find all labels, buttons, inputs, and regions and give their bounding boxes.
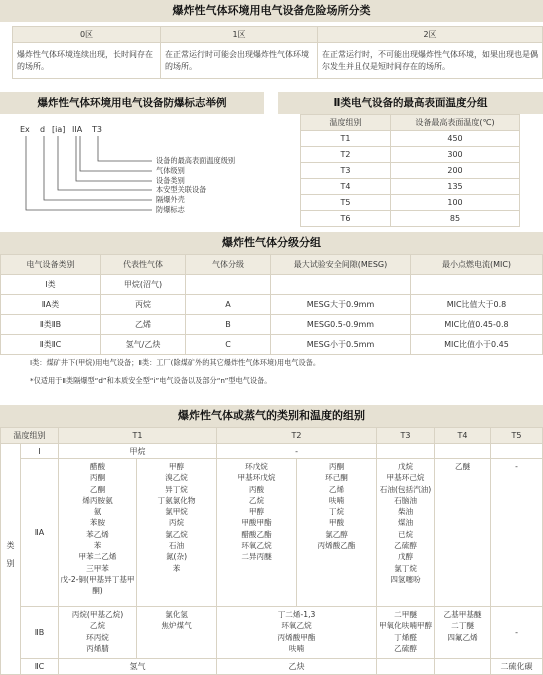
gas-header-mesg: 最大试验安全间隙(MESG) — [271, 255, 411, 275]
cls-cell: 氢气 — [59, 659, 217, 675]
cls-header-t5: T5 — [491, 428, 543, 444]
cls-cell — [435, 659, 491, 675]
gas-header-level: 气体分级 — [186, 255, 271, 275]
gas-cell: MESG小于0.5mm — [271, 335, 411, 355]
zone-table — [12, 26, 543, 79]
cls-cell — [491, 444, 543, 459]
temp-row — [301, 147, 520, 163]
temp-row — [301, 211, 520, 227]
mark-label-gas-level: 气体级别 — [156, 166, 185, 175]
temp-header-group: 温度组别 — [301, 115, 391, 131]
temp-value: 300 — [391, 147, 520, 163]
gas-cell: MESG大于0.9mm — [271, 295, 411, 315]
cls-row-i — [1, 444, 543, 459]
cls-title: 爆炸性气体或蒸气的类别和温度的组别 — [178, 409, 365, 422]
gas-title: 爆炸性气体分级分组 — [222, 236, 321, 249]
cls-cell: 氯化氢 焦炉煤气 — [137, 607, 217, 659]
cls-cat: ⅡB — [21, 607, 59, 659]
cls-cat: Ⅰ — [21, 444, 59, 459]
cls-header-t3: T3 — [377, 428, 435, 444]
cls-row-iic — [1, 659, 543, 675]
cls-cell: - — [491, 607, 543, 659]
mark-code-d: d — [40, 125, 46, 134]
temp-row — [301, 131, 520, 147]
temp-value: 450 — [391, 131, 520, 147]
cls-cell — [377, 659, 435, 675]
mark-label-associated: 本安型关联设备 — [156, 185, 207, 194]
cls-cell — [377, 444, 435, 459]
cls-header-temp: 温度组别 — [1, 428, 59, 444]
gas-cell: ⅡA类 — [1, 295, 101, 315]
cls-cell: 丙酮 环己酮 乙烯 呋喃 丁烷 甲酸 氯乙醇 丙烯酸乙酯 — [297, 459, 377, 607]
gas-header-row — [1, 255, 543, 275]
cls-cell: 醋酸 丙酮 乙酮 烯丙胺氨 氨 苯胺 苯乙烯 苯 甲苯二乙烯 三甲苯 戊-2-铜(甲基异丁基甲酮) — [59, 459, 137, 607]
zone-0-text: 爆炸性气体环境连续出现，长时间存在的场所。 — [13, 43, 161, 79]
gas-cell: MIC比值0.45-0.8 — [411, 315, 543, 335]
temp-row — [301, 163, 520, 179]
gas-table — [0, 254, 543, 355]
gas-cell: 甲烷(沼气) — [101, 275, 186, 295]
temp-value: 85 — [391, 211, 520, 227]
cls-cell: - — [491, 459, 543, 607]
cls-cell: 戊烷 甲基环己烷 石油(包括汽油) 石脑油 柴油 煤油 已烷 乙硫醇 戊醇 氯丁烷 四氢噻吩 — [377, 459, 435, 607]
zone-0-header: 0区 — [13, 27, 161, 43]
temp-group: T4 — [301, 179, 391, 195]
temp-group: T2 — [301, 147, 391, 163]
gas-cell: B — [186, 315, 271, 335]
cls-side-label: 类别 — [1, 444, 21, 675]
mark-label-ex: 防爆标志 — [156, 205, 185, 214]
mark-code-ex: Ex — [20, 125, 30, 134]
gas-cell: Ⅱ类ⅡB — [1, 315, 101, 335]
cls-cell: 二硫化碳 — [491, 659, 543, 675]
temp-group: T6 — [301, 211, 391, 227]
cls-cell: 丁二烯-1,3 环氧乙烷 丙烯酸甲酯 呋喃 — [217, 607, 377, 659]
cls-header-t1: T1 — [59, 428, 217, 444]
gas-cell: C — [186, 335, 271, 355]
cls-cell: 甲烷 — [59, 444, 217, 459]
cls-cell: 乙炔 — [217, 659, 377, 675]
mark-title: 爆炸性气体环境用电气设备防爆标志举例 — [37, 97, 227, 109]
gas-header-class: 电气设备类别 — [1, 255, 101, 275]
mark-code-iia: IIA — [72, 125, 83, 134]
cls-cell: - — [217, 444, 377, 459]
cls-table — [0, 427, 543, 675]
gas-cell: 丙烷 — [101, 295, 186, 315]
gas-cell: Ⅰ类 — [1, 275, 101, 295]
cls-title-bar — [0, 405, 543, 427]
cls-header-t4: T4 — [435, 428, 491, 444]
zone-2-header: 2区 — [318, 27, 543, 43]
cls-cell: 环戊烷 甲基环戊烷 丙酸 乙烷 甲醇 甲酸甲酯 醋酸乙酯 环氧乙烷 二异丙醚 — [217, 459, 297, 607]
temp-table — [300, 114, 520, 227]
temp-row — [301, 195, 520, 211]
temp-header-row — [301, 115, 520, 131]
cls-cell — [435, 444, 491, 459]
zone-title-bar — [0, 0, 543, 22]
mark-label-flameproof: 隔爆外壳 — [156, 195, 185, 204]
cls-cell: 丙烷(甲基乙烷) 乙烷 环丙烷 丙烯腈 — [59, 607, 137, 659]
temp-title-bar — [278, 92, 543, 114]
gas-title-bar — [0, 232, 543, 254]
gas-row — [1, 315, 543, 335]
temp-value: 100 — [391, 195, 520, 211]
temp-title: Ⅱ类电气设备的最高表面温度分组 — [333, 97, 488, 109]
mark-code-ia: [ia] — [52, 125, 66, 134]
temp-header-max: 设备最高表面温度(℃) — [391, 115, 520, 131]
gas-cell: MESG0.5-0.9mm — [271, 315, 411, 335]
gas-row — [1, 295, 543, 315]
temp-group: T3 — [301, 163, 391, 179]
zone-1-text: 在正常运行时可能会出现爆炸性气体环境的场所。 — [161, 43, 318, 79]
cls-cat: ⅡA — [21, 459, 59, 607]
cls-header-t2: T2 — [217, 428, 377, 444]
zone-1-header: 1区 — [161, 27, 318, 43]
gas-cell: MIC比值小于0.45 — [411, 335, 543, 355]
temp-group: T1 — [301, 131, 391, 147]
gas-cell — [411, 275, 543, 295]
cls-cell: 二甲醚 甲氧化呋喃甲醇 丁烯醛 乙硫醇 — [377, 607, 435, 659]
mark-title-bar — [0, 92, 264, 114]
mark-code-t3: T3 — [92, 125, 102, 134]
cls-cell: 乙基甲基醚 二丁醚 四氟乙烯 — [435, 607, 491, 659]
temp-value: 200 — [391, 163, 520, 179]
cls-row-iia — [1, 459, 543, 607]
cls-cell: 甲醇 溴乙烷 异丁烷 丁氨氯化物 氯甲烷 丙烷 氯乙烷 石油 氮(杂) 苯 — [137, 459, 217, 607]
mark-diagram — [16, 125, 266, 225]
cls-row-iib — [1, 607, 543, 659]
zone-title: 爆炸性气体环境用电气设备危险场所分类 — [172, 4, 371, 17]
cls-header-row — [1, 428, 543, 444]
gas-cell — [186, 275, 271, 295]
cls-cell: 乙醚 — [435, 459, 491, 607]
gas-cell — [271, 275, 411, 295]
mark-leader-lines — [16, 125, 156, 225]
gas-cell: Ⅱ类ⅡC — [1, 335, 101, 355]
gas-row — [1, 335, 543, 355]
temp-value: 135 — [391, 179, 520, 195]
gas-cell: 氢气/乙炔 — [101, 335, 186, 355]
zone-2-text: 在正常运行时，不可能出现爆炸性气体环境，如果出现也是偶尔发生并且仅是短时间存在的场所。 — [318, 43, 543, 79]
gas-note-applicable: *仅适用于Ⅱ类隔爆型“d”和本质安全型“i”电气设备以及部分“n”型电气设备。 — [30, 376, 272, 385]
gas-cell: MIC比值大于0.8 — [411, 295, 543, 315]
gas-header-gas: 代表性气体 — [101, 255, 186, 275]
cls-cat: ⅡC — [21, 659, 59, 675]
gas-cell: 乙烯 — [101, 315, 186, 335]
gas-row — [1, 275, 543, 295]
mark-label-temp: 设备的最高表面温度级别 — [156, 156, 236, 165]
mark-label-device-class: 设备类别 — [156, 176, 185, 185]
temp-group: T5 — [301, 195, 391, 211]
gas-cell: A — [186, 295, 271, 315]
temp-row — [301, 179, 520, 195]
gas-note-class: Ⅰ类：煤矿井下(甲烷)用电气设备；Ⅱ类：工厂(除煤矿外的其它爆炸性气体环境)用电气设备。 — [30, 358, 321, 367]
gas-header-mic: 最小点燃电流(MIC) — [411, 255, 543, 275]
